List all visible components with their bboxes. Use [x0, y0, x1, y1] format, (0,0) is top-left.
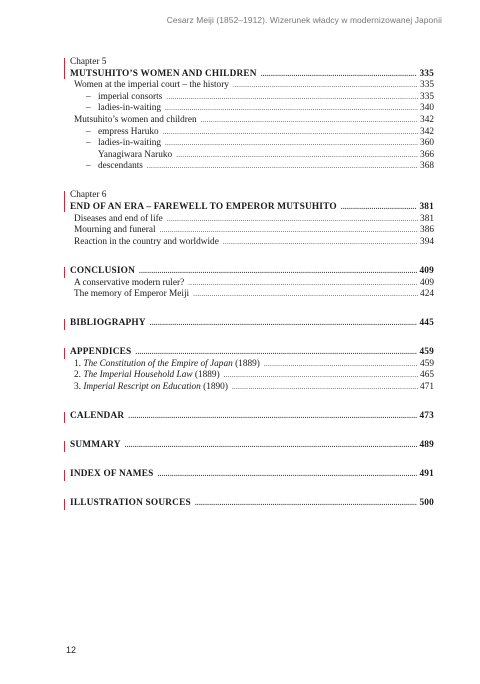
chapter-6-label: Chapter 6: [70, 190, 107, 201]
entry-title: Diseases and end of life: [74, 213, 163, 224]
entry-title: Reaction in the country and worldwide: [74, 236, 219, 247]
dot-leader: [201, 115, 418, 127]
entry-title: The Imperial Household Law: [83, 370, 193, 381]
toc-entry[interactable]: [64, 382, 434, 394]
dot-leader: [176, 150, 418, 162]
dot-leader: [264, 359, 418, 371]
dot-leader: [232, 382, 418, 394]
entry-title: ladies-in-waiting: [98, 103, 161, 114]
section-title: APPENDICES: [70, 347, 132, 358]
dot-leader: [193, 289, 418, 301]
entry-year: (1889): [194, 370, 220, 381]
page-ref: 342: [420, 126, 434, 137]
toc-entry[interactable]: [64, 214, 434, 226]
dot-leader: [165, 103, 418, 115]
dot-leader: [125, 440, 418, 452]
dot-leader: [223, 237, 418, 249]
page-ref: 471: [420, 382, 434, 393]
chapter-5-label: Chapter 5: [70, 57, 107, 67]
entry-title: Mourning and funeral: [74, 225, 156, 236]
dot-leader: [188, 278, 418, 290]
entry-title: A conservative modern ruler?: [74, 277, 185, 288]
page-ref: 381: [420, 213, 434, 224]
dash-marker: –: [86, 126, 91, 137]
dot-leader: [150, 318, 418, 330]
dash-marker: –: [86, 161, 91, 172]
chapter-5-title: MUTSUHITO’S WOMEN AND CHILDREN: [70, 68, 257, 79]
page-ref: 335: [419, 68, 434, 79]
toc-entry[interactable]: [64, 225, 434, 237]
page-ref: 409: [419, 265, 434, 276]
toc-entry[interactable]: [64, 237, 434, 249]
page-ref: 500: [419, 498, 434, 509]
toc-entry-index-of-names[interactable]: [70, 469, 434, 481]
dot-leader: [261, 69, 418, 81]
entry-title: Women at the imperial court – the history: [74, 80, 229, 91]
page-number: 12: [66, 645, 77, 655]
spacer: [64, 394, 434, 412]
dot-leader: [139, 266, 417, 278]
entry-title: empress Haruko: [98, 126, 159, 137]
dot-leader: [135, 347, 417, 359]
dot-leader: [341, 202, 418, 214]
page-ref: 424: [420, 289, 434, 300]
entry-title: The memory of Emperor Meiji: [74, 289, 190, 300]
toc-entry[interactable]: [64, 278, 434, 290]
spacer: [64, 330, 434, 348]
page-ref: 386: [420, 225, 434, 236]
dot-leader: [158, 469, 418, 481]
dot-leader: [128, 411, 417, 423]
page-ref: 342: [420, 114, 434, 125]
toc-entry-illustration-sources[interactable]: [70, 498, 434, 510]
spacer: [64, 452, 434, 470]
section-title: CONCLUSION: [70, 265, 136, 276]
page-ref: 381: [419, 202, 434, 213]
toc-entry-summary[interactable]: [70, 440, 434, 452]
bibliography-section: [64, 318, 434, 330]
toc-entry[interactable]: [64, 370, 434, 382]
toc-entry[interactable]: [64, 161, 434, 173]
spacer: [64, 481, 434, 499]
toc-entry-chapter-5[interactable]: [70, 69, 434, 81]
page-ref: 459: [419, 347, 434, 358]
spacer: [64, 301, 434, 319]
dot-leader: [165, 138, 418, 150]
section-title: SUMMARY: [70, 440, 121, 451]
entry-title: Mutsuhito’s women and children: [74, 114, 197, 125]
entry-number: 3.: [74, 382, 81, 393]
toc-entry[interactable]: [64, 80, 434, 92]
toc-entry-chapter-6[interactable]: [70, 202, 434, 214]
page-ref: 335: [420, 91, 434, 102]
toc-entry[interactable]: [64, 150, 434, 162]
conclusion-section: [64, 266, 434, 278]
page-ref: 335: [420, 80, 434, 91]
section-title: CALENDAR: [70, 411, 125, 422]
spacer: [64, 173, 434, 191]
toc-entry[interactable]: [64, 115, 434, 127]
page-ref: 360: [420, 138, 434, 149]
dash-marker: –: [86, 91, 91, 102]
section-title: BIBLIOGRAPHY: [70, 318, 146, 329]
running-head: Cesarz Meiji (1852–1912). Wizerunek władcy w modernizowanej Japonii: [166, 15, 442, 25]
toc-entry-conclusion[interactable]: [70, 266, 434, 278]
dot-leader: [167, 214, 418, 226]
page-ref: 465: [420, 370, 434, 381]
dot-leader: [233, 80, 418, 92]
entry-number: 1.: [74, 358, 81, 369]
entry-title: The Constitution of the Empire of Japan: [83, 358, 233, 369]
entry-year: (1889): [235, 358, 260, 369]
dash-marker: –: [86, 103, 91, 114]
dot-leader: [195, 498, 418, 510]
spacer: [64, 248, 434, 266]
entry-title: Imperial Rescript on Education: [83, 382, 201, 393]
chapter-5-section: [64, 57, 434, 80]
page-ref: 368: [420, 161, 434, 172]
entry-title: imperial consorts: [98, 91, 163, 102]
page-ref: 459: [420, 358, 434, 369]
page-ref: 366: [420, 149, 434, 160]
page-ref: 445: [419, 318, 434, 329]
table-of-contents: [64, 57, 434, 510]
page-ref: 409: [420, 277, 434, 288]
toc-entry[interactable]: [64, 92, 434, 104]
toc-entry[interactable]: [64, 103, 434, 115]
page-ref: 489: [419, 440, 434, 451]
chapter-6-title: END OF AN ERA – FAREWELL TO EMPEROR MUTSUHITO: [70, 202, 337, 213]
toc-entry-calendar[interactable]: [70, 411, 434, 423]
toc-entry[interactable]: [64, 359, 434, 371]
illustration-sources-section: [64, 498, 434, 510]
dot-leader: [160, 225, 418, 237]
toc-entry[interactable]: [64, 138, 434, 150]
toc-entry-bibliography[interactable]: [70, 318, 434, 330]
dot-leader: [147, 161, 418, 173]
dot-leader: [163, 127, 418, 139]
entry-title: Yanagiwara Naruko: [98, 149, 173, 160]
summary-section: [64, 440, 434, 452]
entry-title: descendants: [98, 161, 143, 172]
chapter-6-section: [64, 190, 434, 213]
section-title: INDEX OF NAMES: [70, 469, 154, 480]
entry-number: 2.: [74, 370, 81, 381]
page-ref: 491: [419, 469, 434, 480]
entry-year: (1890): [203, 382, 228, 393]
dot-leader: [224, 370, 418, 382]
calendar-section: [64, 411, 434, 423]
appendices-section: [64, 347, 434, 359]
dot-leader: [166, 92, 418, 104]
page-ref: 394: [420, 236, 434, 247]
spacer: [64, 423, 434, 441]
entry-title: ladies-in-waiting: [98, 138, 161, 149]
index-of-names-section: [64, 469, 434, 481]
toc-entry-appendices[interactable]: [70, 347, 434, 359]
toc-entry[interactable]: [64, 127, 434, 139]
section-title: ILLUSTRATION SOURCES: [70, 498, 191, 509]
toc-entry[interactable]: [64, 289, 434, 301]
page-ref: 473: [419, 411, 434, 422]
page-ref: 340: [420, 103, 434, 114]
dash-marker: –: [86, 138, 91, 149]
